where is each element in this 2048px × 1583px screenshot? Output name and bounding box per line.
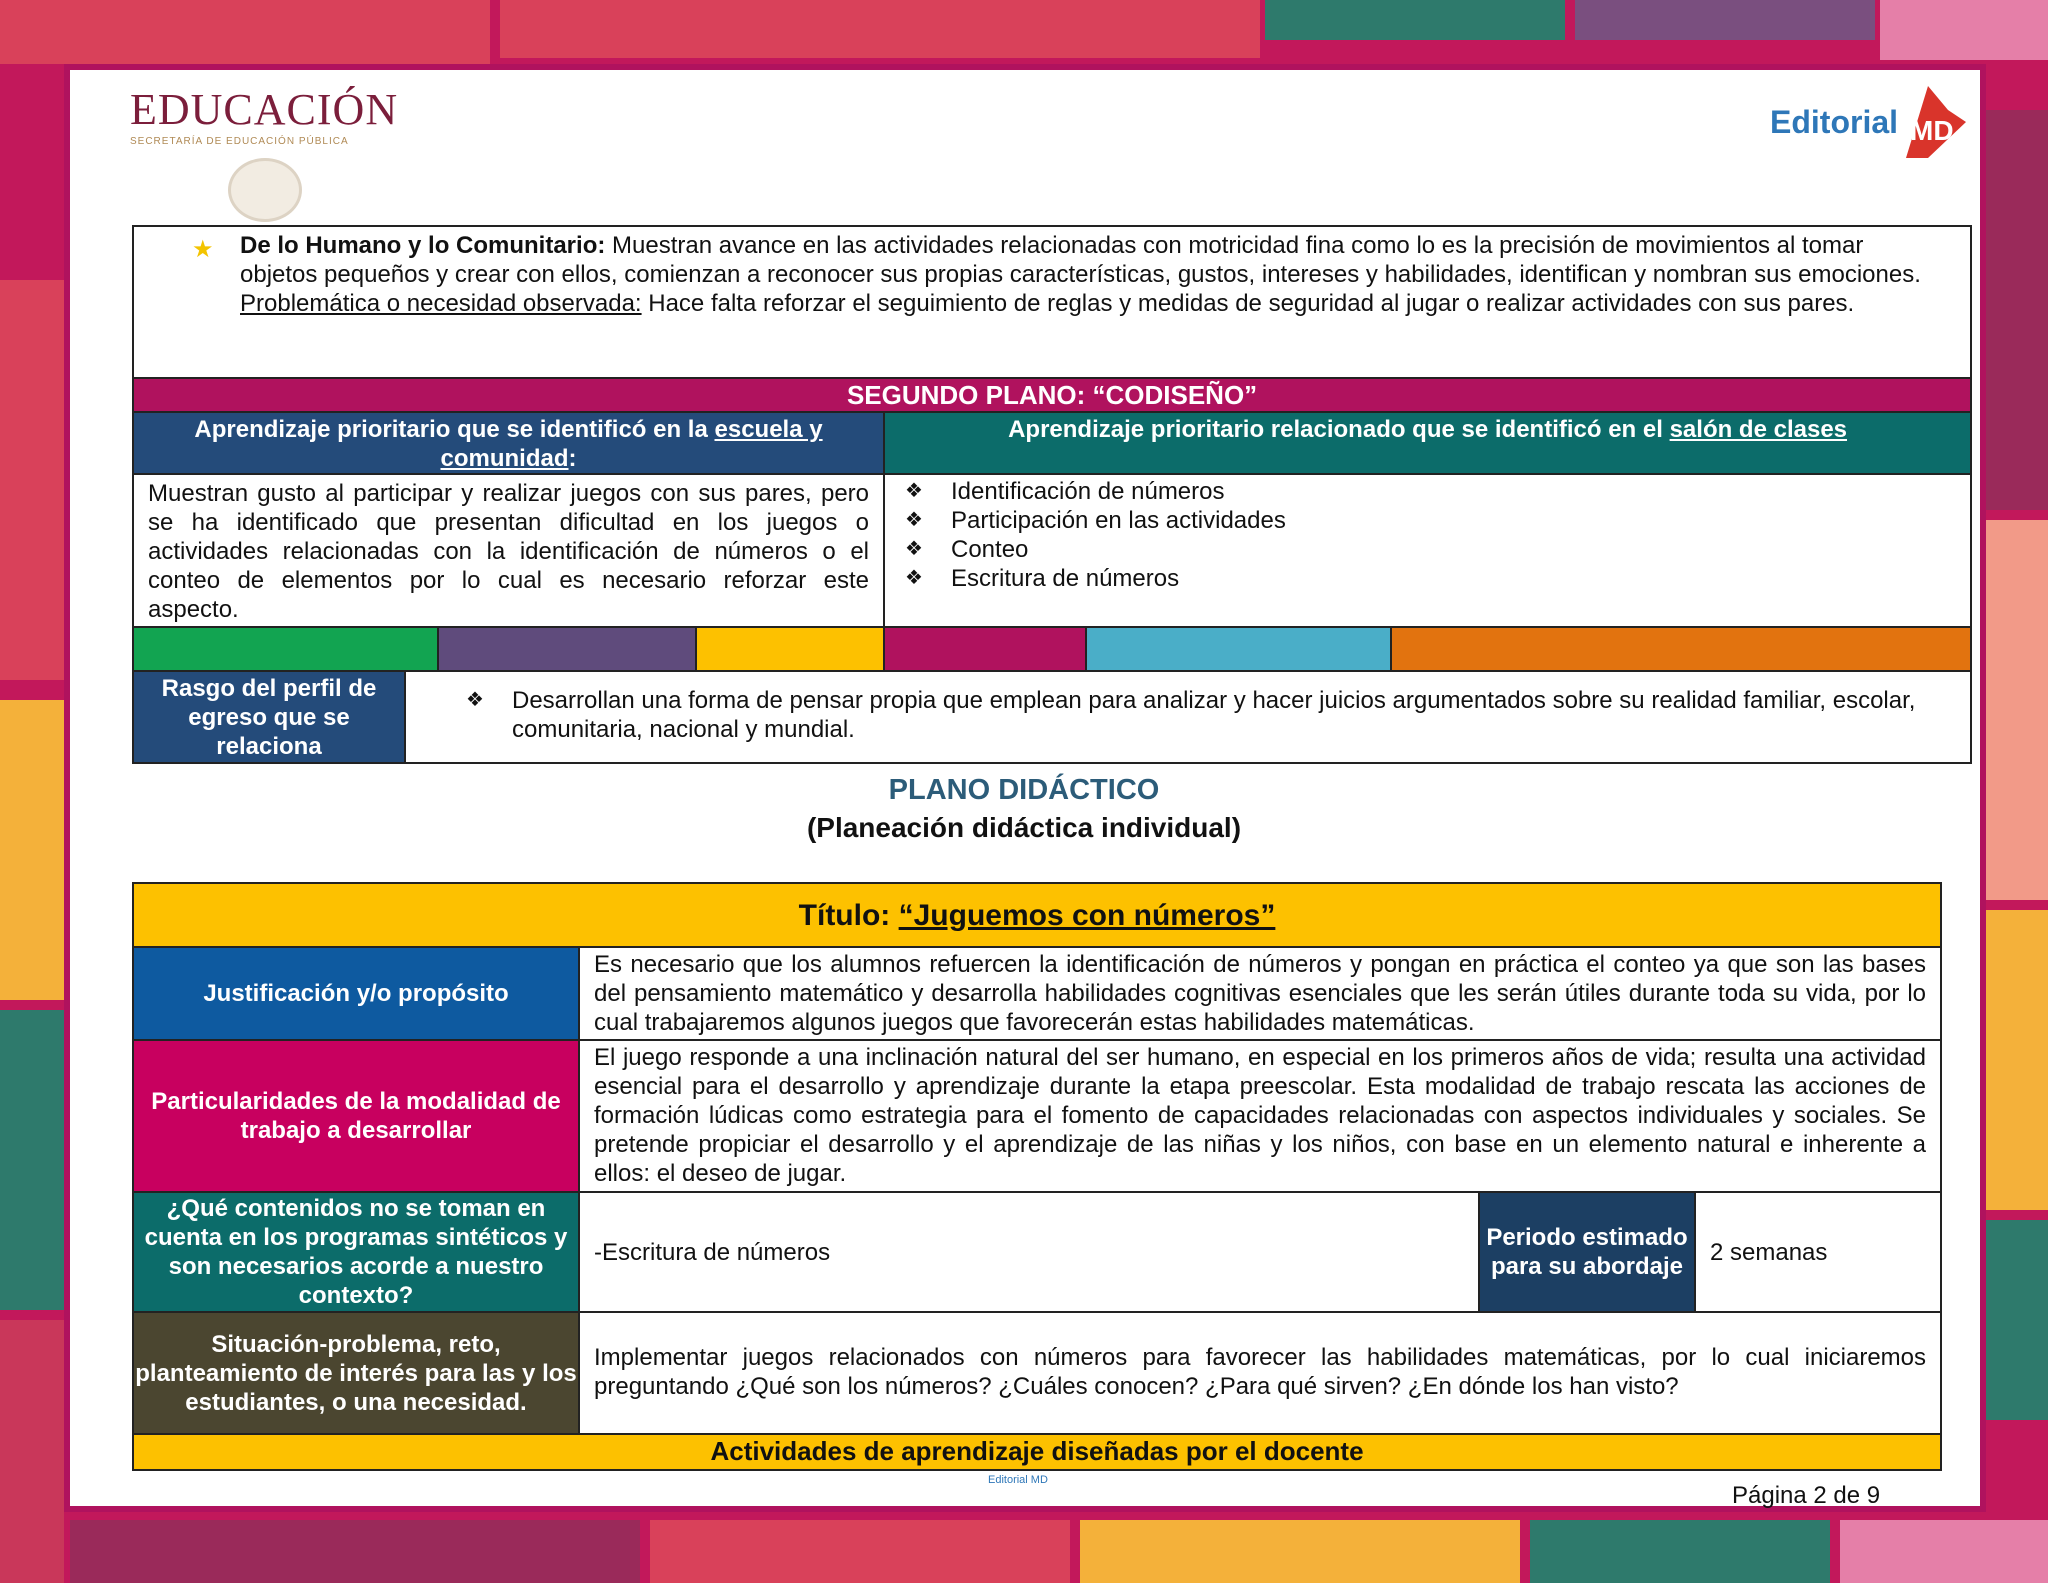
periodo-value: 2 semanas [1695, 1192, 1941, 1312]
bg-block [1080, 1520, 1520, 1583]
md-mark-text: MD [1910, 115, 1954, 146]
bg-block [1986, 910, 2048, 1210]
list-item: ❖ Identificación de números [905, 477, 1960, 506]
list-item: ❖ Conteo [905, 535, 1960, 564]
intro-text: Muestran avance en las actividades relacionadas con motricidad fina como lo es la precisión de movimientos al tomar objetos pequeños y crear con ellos, comienzan a reconocer sus propias características, gustos, intereses y habilidades, identifican y nombran sus emociones. [240, 232, 1921, 288]
color-block-cyan [1086, 627, 1391, 671]
bg-block [1575, 0, 1875, 40]
titulo-cell [133, 883, 1941, 947]
seal-icon [228, 158, 302, 222]
bg-block [1840, 1520, 2048, 1583]
educacion-subtitle: SECRETARÍA DE EDUCACIÓN PÚBLICA [130, 136, 349, 147]
color-strip [133, 627, 1971, 671]
situacion-label: Situación-problema, reto, planteamiento de interés para las y los estudiantes, o una necesidad. [133, 1312, 579, 1434]
bg-block [0, 280, 64, 680]
situacion-text: Implementar juegos relacionados con números para favorecer las habilidades matemáticas, por lo cual iniciaremos preguntando ¿Qué son los números? ¿Cuáles conocen? ¿Para qué sirven? ¿En dónde los han visto? [579, 1312, 1941, 1434]
color-block-purple [438, 627, 696, 671]
actividades-header: Actividades de aprendizaje diseñadas por el docente [133, 1434, 1941, 1470]
justificacion-text: Es necesario que los alumnos refuercen la identificación de números y pongan en práctica el conteo ya que son las bases del pensamiento matemático y desarrolla habilidades cognitivas esenciales que les serán útiles durante toda su vida, por lo cual trabajaremos algunos juegos que favorecerán estas habilidades matemáticas. [579, 947, 1941, 1040]
planeacion-table [132, 882, 1942, 1471]
bg-block [500, 0, 1260, 58]
color-block-green [133, 627, 438, 671]
bg-block [1265, 0, 1565, 40]
titulo-prefix: Título: [798, 898, 899, 932]
editorial-md-logo [1770, 80, 1970, 160]
page-number: Página 2 de 9 [1732, 1482, 1881, 1509]
list-item: ❖ Escritura de números [905, 564, 1960, 593]
bg-block [650, 1520, 1070, 1583]
bg-block [1986, 1220, 2048, 1420]
list-item: ❖ Participación en las actividades [905, 506, 1960, 535]
bg-block [1880, 0, 2048, 60]
bg-block [1530, 1520, 1830, 1583]
segundo-plano-title: SEGUNDO PLANO: “CODISEÑO” [133, 378, 1971, 412]
particularidades-label: Particularidades de la modalidad de trabajo a desarrollar [133, 1040, 579, 1192]
titulo-value: “Juguemos con números” [898, 898, 1276, 932]
justificacion-label: Justificación y/o propósito [133, 947, 579, 1040]
bg-block [0, 700, 64, 1000]
particularidades-text: El juego responde a una inclinación natural del ser humano, en especial en los primeros años de vida; resulta una actividad esencial para el desarrollo y aprendizaje durante la etapa preescolar. Esta modalidad de trabajo rescata las acciones de formación lúdicas como estrategia para el fomento de capacidades relacionadas con aspectos individuales y sociales. Se pretende propiciar el desarrollo y el aprendizaje de las niñas y los niños, con base en un elemento natural e inherente a ellos: el deseo de jugar. [579, 1040, 1941, 1192]
bg-block [70, 1520, 640, 1583]
right-aprendizaje-list [884, 474, 1971, 627]
bg-block [1986, 110, 2048, 510]
footer-logo: Editorial MD [988, 1474, 1048, 1486]
educacion-title: EDUCACIÓN [130, 85, 399, 134]
rasgo-label: Rasgo del perfil de egreso que se relaciona [133, 671, 405, 763]
plano-didactico-title: PLANO DIDÁCTICO [888, 774, 1160, 806]
bg-block [0, 1320, 64, 1583]
educacion-logo [130, 85, 399, 147]
star-bullet-icon: ★ [192, 236, 214, 263]
contenidos-label: ¿Qué contenidos no se toman en cuenta en los programas sintéticos y son necesarios acorde a nuestro contexto? [133, 1192, 579, 1312]
codiseno-table [132, 225, 1972, 764]
right-header [884, 412, 1971, 474]
periodo-label: Periodo estimado para su abordaje [1479, 1192, 1695, 1312]
bg-block [0, 0, 490, 64]
editorial-word: Editorial [1770, 104, 1899, 140]
left-header-prefix: Aprendizaje prioritario que se identificó en la [194, 416, 715, 443]
intro-bold-label: De lo Humano y lo Comunitario: [240, 232, 606, 259]
contenidos-text: -Escritura de números [579, 1192, 1479, 1312]
left-header [133, 412, 884, 474]
right-header-link: salón de clases [1669, 416, 1848, 443]
color-block-orange [1391, 627, 1971, 671]
left-header-suffix: : [568, 445, 577, 472]
problem-text: Hace falta reforzar el seguimiento de reglas y medidas de seguridad al jugar o realizar actividades con sus pares. [641, 290, 1855, 317]
bg-block [0, 1010, 64, 1310]
right-header-prefix: Aprendizaje prioritario relacionado que se identificó en el [1008, 416, 1670, 443]
left-header-link: escuela y comunidad [440, 416, 823, 472]
md-mark-icon [1898, 80, 1968, 160]
problem-label: Problemática o necesidad observada: [240, 290, 642, 317]
color-block-magenta [884, 627, 1086, 671]
color-block-yellow [696, 627, 884, 671]
rasgo-text: ❖ Desarrollan una forma de pensar propia que emplean para analizar y hacer juicios argumentados sobre su realidad familiar, escolar, comunitaria, nacional y mundial. [405, 671, 1971, 763]
plano-didactico-subtitle: (Planeación didáctica individual) [806, 812, 1242, 843]
left-aprendizaje-text: Muestran gusto al participar y realizar juegos con sus pares, pero se ha identificado que presentan dificultad en los juegos o actividades relacionadas con la identificación de números o el conteo de elementos por lo cual es necesario reforzar este aspecto. [133, 474, 884, 627]
intro-cell [133, 226, 1971, 378]
